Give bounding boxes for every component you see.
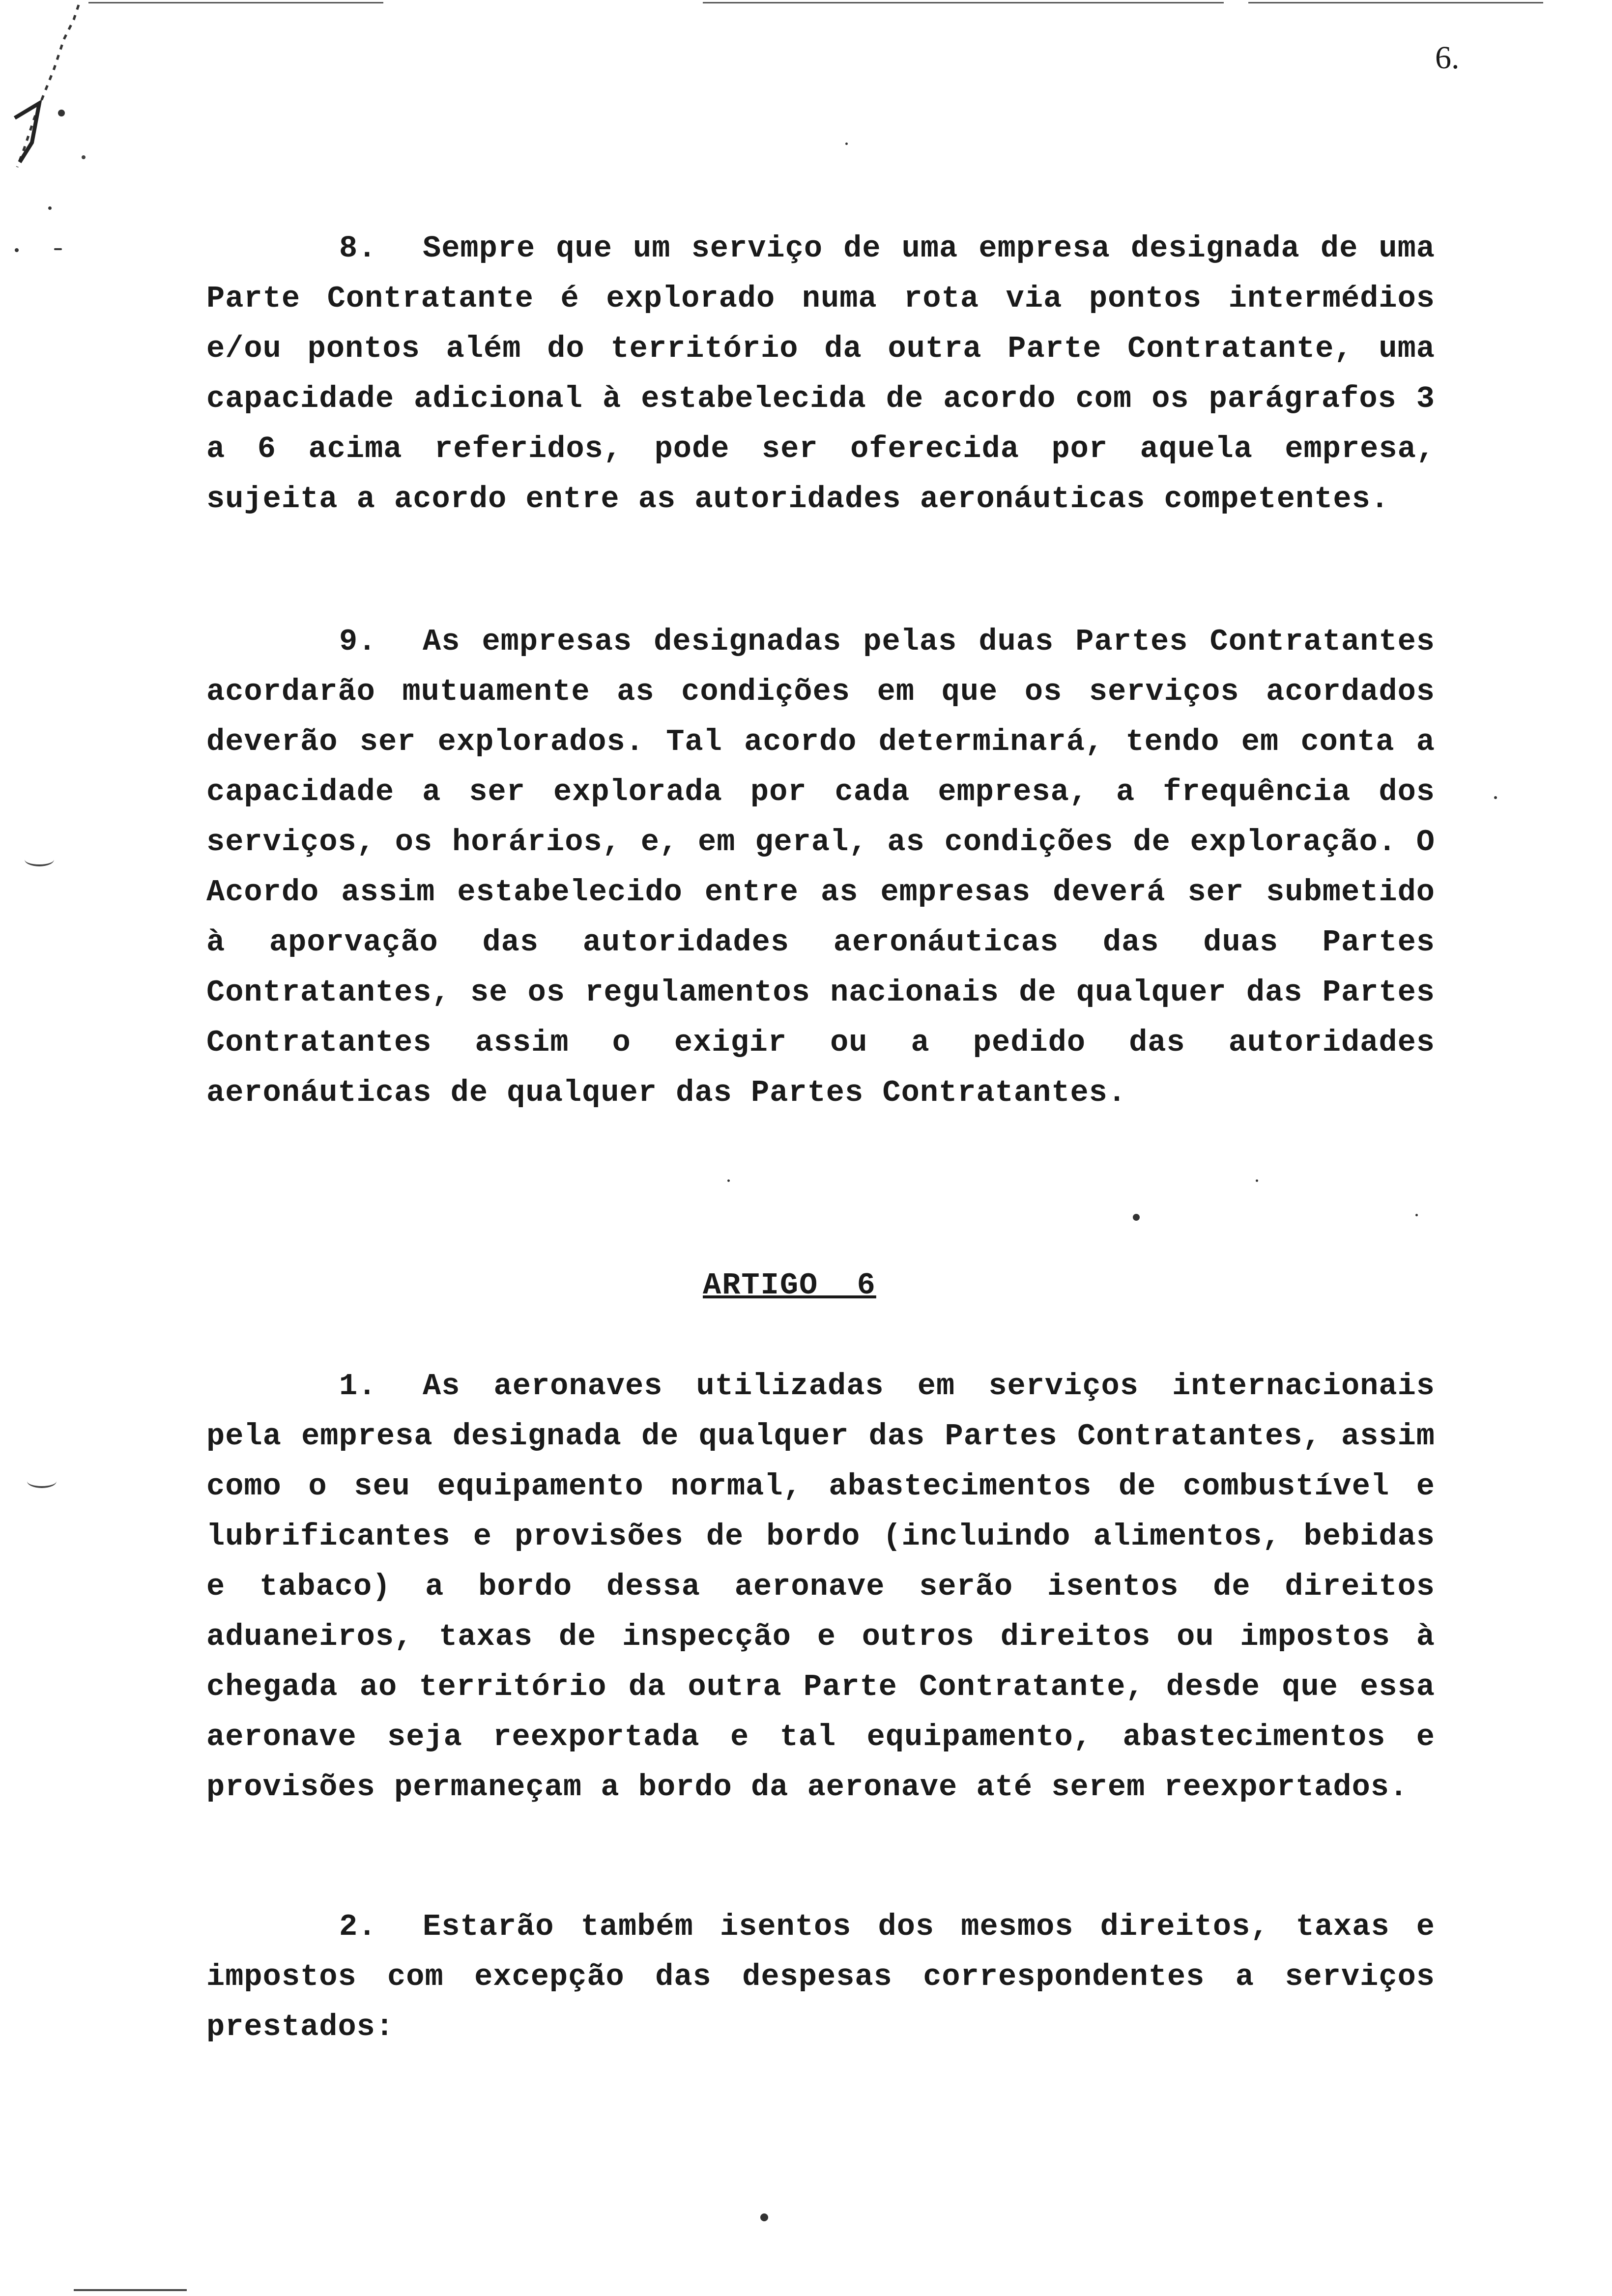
speck	[727, 1179, 730, 1182]
margin-dash	[54, 248, 62, 250]
article-paragraph-1	[206, 1361, 1435, 1812]
speck	[845, 143, 848, 145]
margin-hole-mark	[25, 853, 54, 866]
paragraph-text: As empresas designadas pelas duas Partes Contratantes acordarão mutuamente as condições em que os serviços acordados deverão ser explorados. Tal acordo determinará, tendo em conta a capacidade a ser explorada por cada empresa, a frequência dos serviços, os horários, e, em geral, as condições de exploração. O Acordo assim estabelecido entre as empresas deverá ser submetido à aporvação das autoridades aeronáuticas das duas Partes Contratantes, se os regulamentos nacionais de qualquer das Partes Contratantes assim o exigir ou a pedido das autoridades aeronáuticas de qualquer das Partes Contratantes.	[206, 624, 1435, 1110]
article-paragraph-2	[206, 1902, 1435, 2052]
paragraph-text: As aeronaves utilizadas em serviços internacionais pela empresa designada de qualquer das Partes Contratantes, assim como o seu equipamento normal, abastecimentos de combustível e lubrificantes e provisões de bordo (incluindo alimentos, bebidas e tabaco) a bordo dessa aeronave serão isentos de direitos aduaneiros, taxas de inspecção e outros direitos ou impostos à chegada ao território da outra Parte Contratante, desde que essa aeronave seja reexportada e tal equipamento, abastecimentos e provisões permaneçam a bordo da aeronave até serem reexportados.	[206, 1369, 1435, 1805]
paragraph-text: Sempre que um serviço de uma empresa designada de uma Parte Contratante é explorado numa rota via pontos intermédios e/ou pontos além do território da outra Parte Contratante, uma capacidade adicional à estabelecida de acordo com os parágrafos 3 a 6 acima referidos, pode ser oferecida por aquela empresa, sujeita a acordo entre as autoridades aeronáuticas competentes.	[206, 231, 1435, 517]
margin-hole-mark	[27, 1474, 57, 1488]
bottom-rule	[74, 2289, 187, 2291]
paragraph-text: Estarão também isentos dos mesmos direitos, taxas e impostos com excepção das despesas correspondentes a serviços prestados:	[206, 1909, 1435, 2044]
margin-scribble-icon	[5, 0, 103, 177]
paragraph-number: 1.	[339, 1369, 377, 1404]
page-number: 6.	[1435, 40, 1460, 76]
top-rule-right	[1248, 2, 1543, 3]
speck	[760, 2213, 768, 2221]
speck	[1415, 1214, 1418, 1216]
paragraph-number: 9.	[339, 624, 377, 659]
margin-dot	[15, 248, 19, 252]
speck	[1256, 1179, 1258, 1182]
paragraph-number: 8.	[339, 231, 377, 266]
top-rule-left	[88, 2, 383, 3]
paragraph-9	[206, 617, 1435, 1118]
article-heading: ARTIGO 6	[703, 1268, 876, 1303]
paragraph-8	[206, 224, 1435, 524]
speck	[1494, 796, 1497, 799]
top-rule-center	[703, 2, 1224, 3]
paragraph-number: 2.	[339, 1909, 377, 1944]
speck	[1133, 1214, 1140, 1221]
margin-dot	[48, 206, 52, 210]
